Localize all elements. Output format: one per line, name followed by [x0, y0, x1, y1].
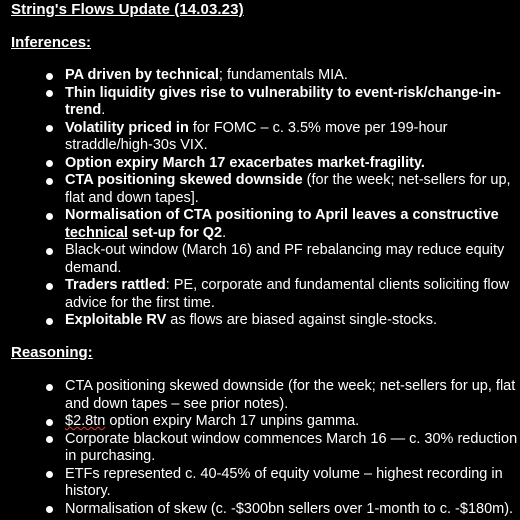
list-item: [0, 312, 520, 330]
bullet-icon: [46, 419, 53, 426]
bullet-icon: [46, 213, 53, 220]
item-text: Corporate blackout window commences March 16 — c. 30% reduction: [65, 430, 518, 447]
reasoning-heading: Reasoning:: [11, 344, 93, 361]
item-text: CTA positioning skewed downside (for the week; net-sellers for up, flat: [65, 378, 516, 394]
item-text: (for the week; net-sellers for up,: [302, 172, 511, 188]
reasoning-list: [0, 378, 520, 518]
inferences-list: [0, 67, 520, 330]
bullet-icon: [46, 318, 53, 325]
bullet-icon: [46, 125, 53, 132]
list-item: [0, 378, 520, 413]
bullet-icon: [46, 436, 53, 443]
item-text: Black-out window (March 16) and PF rebalancing may reduce equity: [65, 242, 505, 258]
list-item: [0, 431, 520, 466]
bullet-icon: [46, 506, 53, 513]
bullet-icon: [46, 283, 53, 290]
item-text: for FOMC – c. 3.5% move per 199-hour: [188, 119, 448, 136]
item-text: Normalisation of skew (c. -$300bn sellers over 1-month to c. -$180m).: [65, 500, 514, 517]
list-item: [0, 466, 520, 501]
item-bold-text: Exploitable RV: [65, 312, 167, 328]
bullet-icon: [46, 471, 53, 478]
bullet-icon: [46, 178, 53, 185]
bullet-icon: [46, 90, 53, 97]
bullet-icon: [46, 73, 53, 80]
bullet-icon: [46, 248, 53, 255]
inferences-heading: Inferences:: [11, 34, 92, 51]
list-item: [0, 172, 520, 207]
item-text: ; fundamentals MIA.: [218, 67, 348, 83]
bullet-icon: [46, 160, 53, 167]
list-item: [0, 242, 520, 277]
item-text: history.: [65, 483, 111, 499]
item-bold-text: set-up for Q2: [127, 224, 223, 241]
item-bold-text: PA driven by technical: [65, 67, 219, 83]
list-item: [0, 155, 520, 173]
item-bold-text: Volatility priced in: [65, 119, 189, 136]
item-text: option expiry March 17 unpins gamma.: [105, 413, 360, 429]
list-item: [0, 207, 520, 242]
item-text: .: [101, 102, 106, 118]
item-text: : PE, corporate and fundamental clients soliciting flow: [165, 277, 510, 293]
list-item: [0, 277, 520, 312]
item-underlined-text: technical: [65, 224, 128, 241]
item-bold-text: Traders rattled: [65, 277, 166, 293]
item-bold-text: trend: [65, 102, 102, 118]
item-bold-text: Normalisation of CTA positioning to April leaves a constructive: [65, 207, 499, 223]
list-item: [0, 120, 520, 155]
item-text: advice for the first time.: [65, 294, 215, 311]
item-text: .: [222, 224, 227, 241]
item-bold-text: Thin liquidity gives rise to vulnerability to event-risk/change-in-: [65, 84, 501, 101]
list-item: [0, 67, 520, 85]
list-item: [0, 413, 520, 431]
item-flagged-text: $2.8tn: [65, 413, 106, 429]
item-text: straddle/high-30s VIX.: [65, 137, 208, 153]
item-text: and down tapes – see prior notes).: [65, 395, 289, 412]
list-item: [0, 85, 520, 120]
item-text: ETFs represented c. 40-45% of equity volume – highest recording in: [65, 465, 503, 482]
document-title: String's Flows Update (14.03.23): [11, 1, 244, 18]
item-text: as flows are biased against single-stocks.: [166, 312, 438, 328]
item-bold-text: Option expiry March 17 exacerbates market-fragility.: [65, 154, 425, 171]
item-bold-text: CTA positioning skewed downside: [65, 172, 303, 188]
bullet-icon: [46, 384, 53, 391]
item-text: demand.: [65, 259, 122, 276]
item-text: flat and down tapes].: [65, 189, 199, 206]
item-text: in purchasing.: [65, 448, 156, 464]
list-item: [0, 501, 520, 519]
